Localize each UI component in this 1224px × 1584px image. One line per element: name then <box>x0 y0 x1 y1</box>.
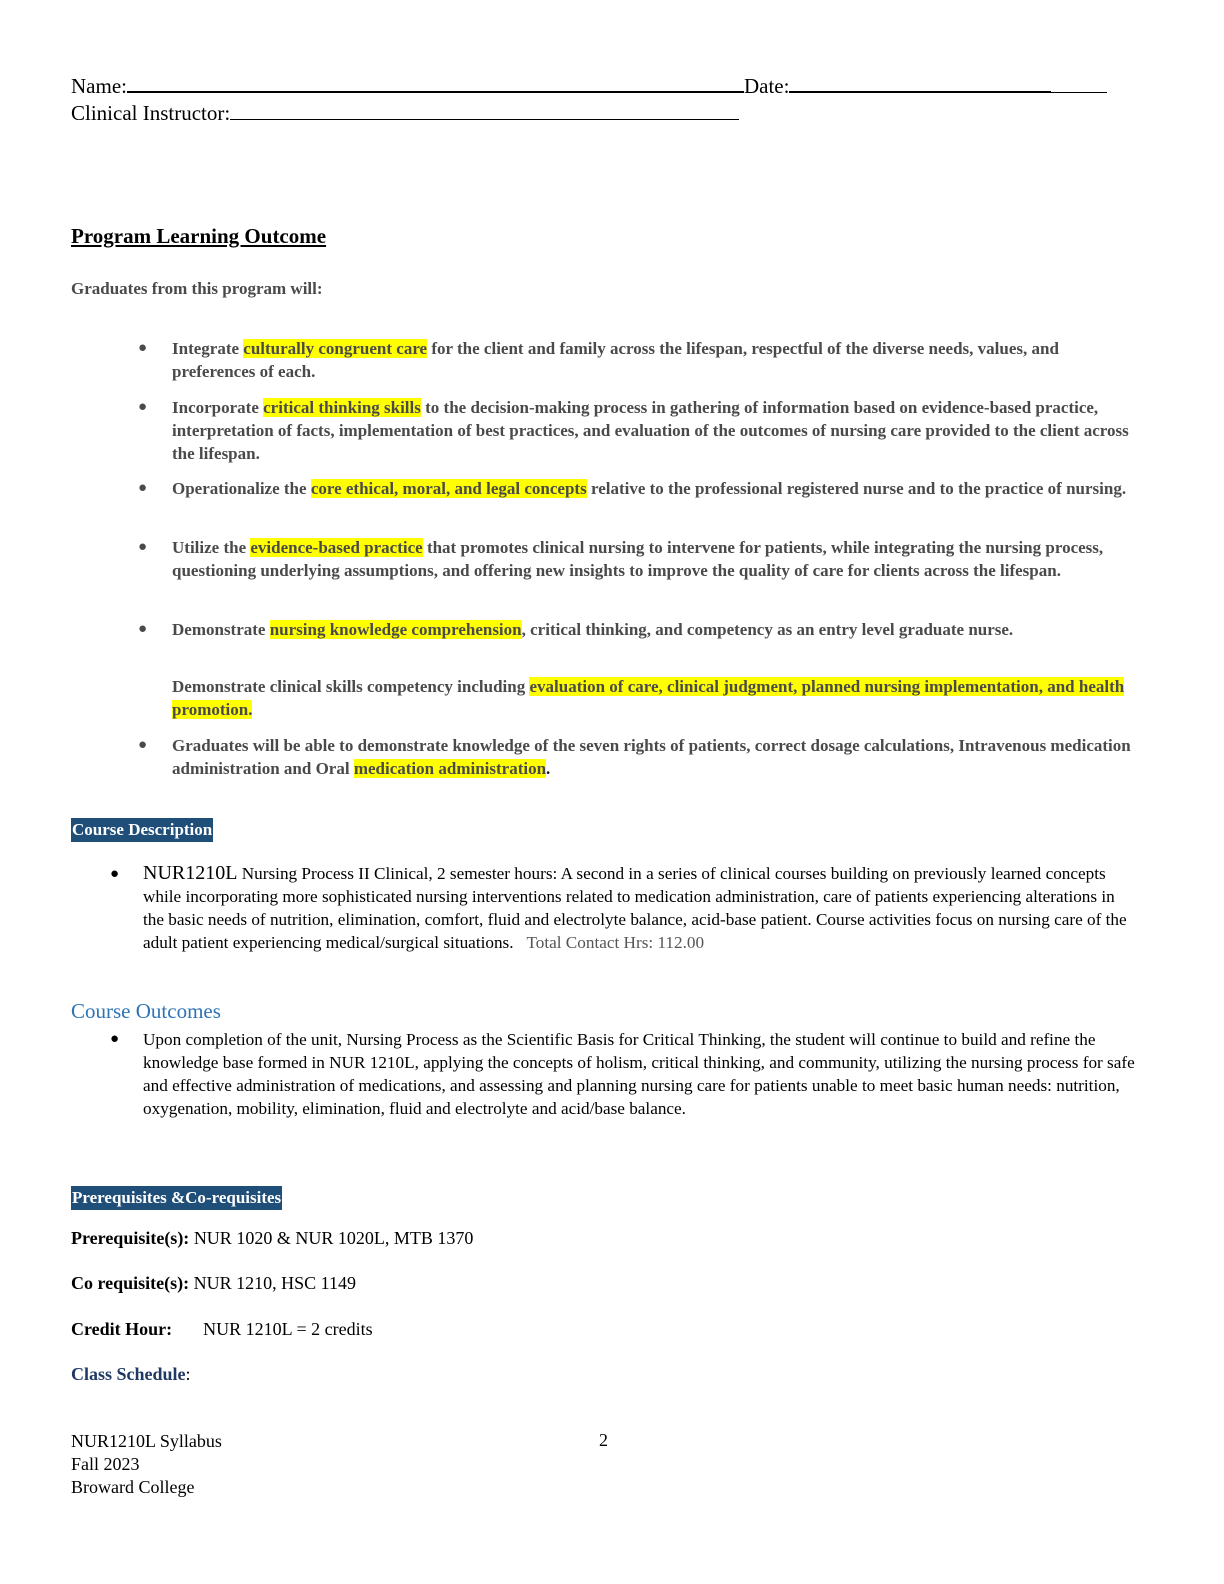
bullet-icon: ● <box>110 1031 120 1047</box>
plo-item-continuation: Demonstrate clinical skills competency including evaluation of care, clinical judgment, planned nursing implementation, and health promotion. <box>172 677 1125 719</box>
bullet-icon: ● <box>138 480 148 496</box>
footer <box>71 1430 222 1499</box>
corequisite-row: Co requisite(s): NUR 1210, HSC 1149 <box>71 1273 357 1293</box>
class-schedule-label: Class Schedule: <box>71 1364 191 1384</box>
instructor-blank[interactable] <box>230 101 739 120</box>
plo-title: Program Learning Outcome <box>71 224 327 248</box>
name-blank[interactable] <box>127 73 744 93</box>
bullet-icon: ● <box>138 340 148 356</box>
date-label: Date: <box>743 74 790 98</box>
bullet-icon: ● <box>138 621 148 637</box>
course-description-heading: Course Description <box>71 818 213 842</box>
course-outcomes-text: Upon completion of the unit, Nursing Process as the Scientific Basis for Critical Thinking, the student will continue to build and refine the knowledge base formed in NUR 1210L, applying the concepts of holism, critical thinking, and community, utilizing the nursing process for safe and effective administration of medications, and assessing and planning nursing care for patients unable to meet basic human needs: nutrition, oxygenation, mobility, elimination, fluid and electrolyte and acid/base balance. <box>143 1030 1135 1118</box>
plo-item: Incorporate critical thinking skills to the decision-making process in gathering of information based on evidence-based practice, interpretation of facts, implementation of best practices, and evaluation of the outcomes of nursing care provided to the client across the lifespan. <box>172 398 1129 463</box>
footer-college: Broward College <box>71 1477 195 1497</box>
page-number: 2 <box>599 1430 608 1450</box>
bullet-icon: ● <box>138 539 148 555</box>
footer-term: Fall 2023 <box>71 1454 140 1474</box>
bullet-icon: ● <box>138 399 148 415</box>
name-date-line <box>71 73 1107 98</box>
name-label: Name: <box>71 74 127 98</box>
course-code: NUR1210L <box>143 862 238 884</box>
plo-item: Integrate culturally congruent care for the client and family across the lifespan, respectful of the diverse needs, values, and preferences of each. <box>172 339 1059 381</box>
date-blank-extension <box>1051 74 1107 93</box>
plo-item: Graduates will be able to demonstrate knowledge of the seven rights of patients, correct dosage calculations, Intravenous medication administration and Oral medication administration. <box>172 736 1131 778</box>
course-description-text: NUR1210L Nursing Process II Clinical, 2 semester hours: A second in a series of clinical courses building on previously learned concepts while incorporating more sophisticated nursing interventions related to medication administration, care of patients experiencing alterations in the basic needs of nutrition, elimination, comfort, fluid and electrolyte balance, acid-base patient. Course activities focus on nursing care of the adult patient experiencing medical/surgical situations. Total Contact Hrs: 112.00 <box>143 862 1127 952</box>
date-blank[interactable] <box>789 73 1051 93</box>
prerequisite-row: Prerequisite(s): NUR 1020 & NUR 1020L, MTB 1370 <box>71 1228 474 1248</box>
instructor-label: Clinical Instructor: <box>71 101 231 125</box>
credit-hour-row: Credit Hour: NUR 1210L = 2 credits <box>71 1319 373 1339</box>
plo-item: Utilize the evidence-based practice that promotes clinical nursing to intervene for patients, while integrating the nursing process, questioning underlying assumptions, and offering new insights to improve the quality of care for clients across the lifespan. <box>172 538 1104 580</box>
plo-item: Operationalize the core ethical, moral, and legal concepts relative to the professional registered nurse and to the practice of nursing. <box>172 479 1127 498</box>
plo-intro: Graduates from this program will: <box>71 279 323 298</box>
prerequisites-heading: Prerequisites &Co-requisites <box>71 1186 282 1210</box>
instructor-line <box>71 101 739 125</box>
contact-hours: Total Contact Hrs: 112.00 <box>526 933 705 952</box>
bullet-icon: ● <box>138 737 148 753</box>
course-outcomes-heading: Course Outcomes <box>71 999 221 1023</box>
footer-course: NUR1210L Syllabus <box>71 1431 222 1451</box>
plo-item: Demonstrate nursing knowledge comprehension, critical thinking, and competency as an entry level graduate nurse. <box>172 620 1014 639</box>
bullet-icon: ● <box>110 866 120 882</box>
